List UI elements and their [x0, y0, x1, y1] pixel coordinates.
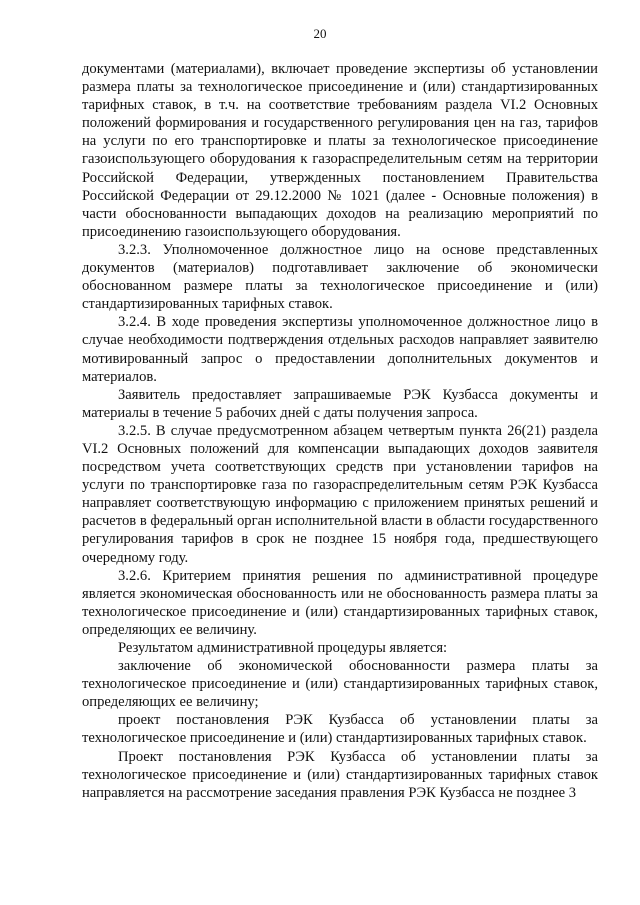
document-body	[82, 60, 598, 802]
paragraph-3-2-3: 3.2.3. Уполномоченное должностное лицо на основе представленных документов (материалов) подготавливает заключение об экономически обоснованном размере платы за технологическое присоединение и (или) стандартизированных тарифных ставок.	[82, 241, 598, 313]
paragraph-3-2-5: 3.2.5. В случае предусмотренном абзацем четвертым пункта 26(21) раздела VI.2 Основных положений для компенсации выпадающих доходов заявителя посредством учета соответствующих средств при установлении тарифов на услуги по транспортировке газа по газораспределительным сетям РЭК Кузбасса направляет соответствующую информацию с приложением принятых решений и расчетов в федеральный орган исполнительной власти в области государственного регулирования тарифов в срок не позднее 15 ноября года, предшествующего очередному году.	[82, 422, 598, 566]
paragraph-result-intro: Результатом административной процедуры является:	[118, 640, 448, 656]
paragraph-3-2-6: 3.2.6. Критерием принятия решения по административной процедуре является экономическая обоснованность или не обоснованность размера платы за технологическое присоединение и (или) стандартизированных тарифных ставок, определяющих ее величину.	[82, 567, 598, 638]
paragraph-draft-submission: Проект постановления РЭК Кузбасса об установлении платы за технологическое присоединение и (или) стандартизированных тарифных ставок направляется на рассмотрение заседания правления РЭК Кузбасса не позднее 3	[82, 748, 598, 801]
paragraph-applicant-deadline: Заявитель предоставляет запрашиваемые РЭК Кузбасса документы и материалы в течение 5 рабочих дней с даты получения запроса.	[82, 386, 598, 421]
paragraph-3-2-4: 3.2.4. В ходе проведения экспертизы уполномоченное должностное лицо в случае необходимости подтверждения отдельных расходов направляет заявителю мотивированный запрос о предоставлении дополнительных документов и материалов.	[82, 314, 598, 385]
page-number: 20	[313, 26, 327, 41]
paragraph-continuation: документами (материалами), включает проведение экспертизы об установлении размера платы за технологическое присоединение и (или) стандартизированных тарифных ставок, в т.ч. на соответствие требованиям раздела VI.2 Основных положений формирования и государственного регулирования цен на газ, тарифов на услуги по его транспортировке и платы за технологическое присоединение газоиспользующего оборудования к газораспределительным сетям на территории Российской Федерации, утвержденных постановлением Правительства Российской Федерации от 29.12.2000 № 1021 (далее - Основные положения) в части обоснованности выпадающих доходов на реализацию мероприятий по присоединению газоиспользующего оборудования.	[82, 61, 598, 240]
paragraph-result-conclusion: заключение об экономической обоснованности размера платы за технологическое присоединение и (или) стандартизированных тарифных ставок, определяющих ее величину;	[82, 658, 598, 711]
paragraph-result-draft: проект постановления РЭК Кузбасса об установлении платы за технологическое присоединение и (или) стандартизированных тарифных ставок.	[82, 712, 598, 747]
